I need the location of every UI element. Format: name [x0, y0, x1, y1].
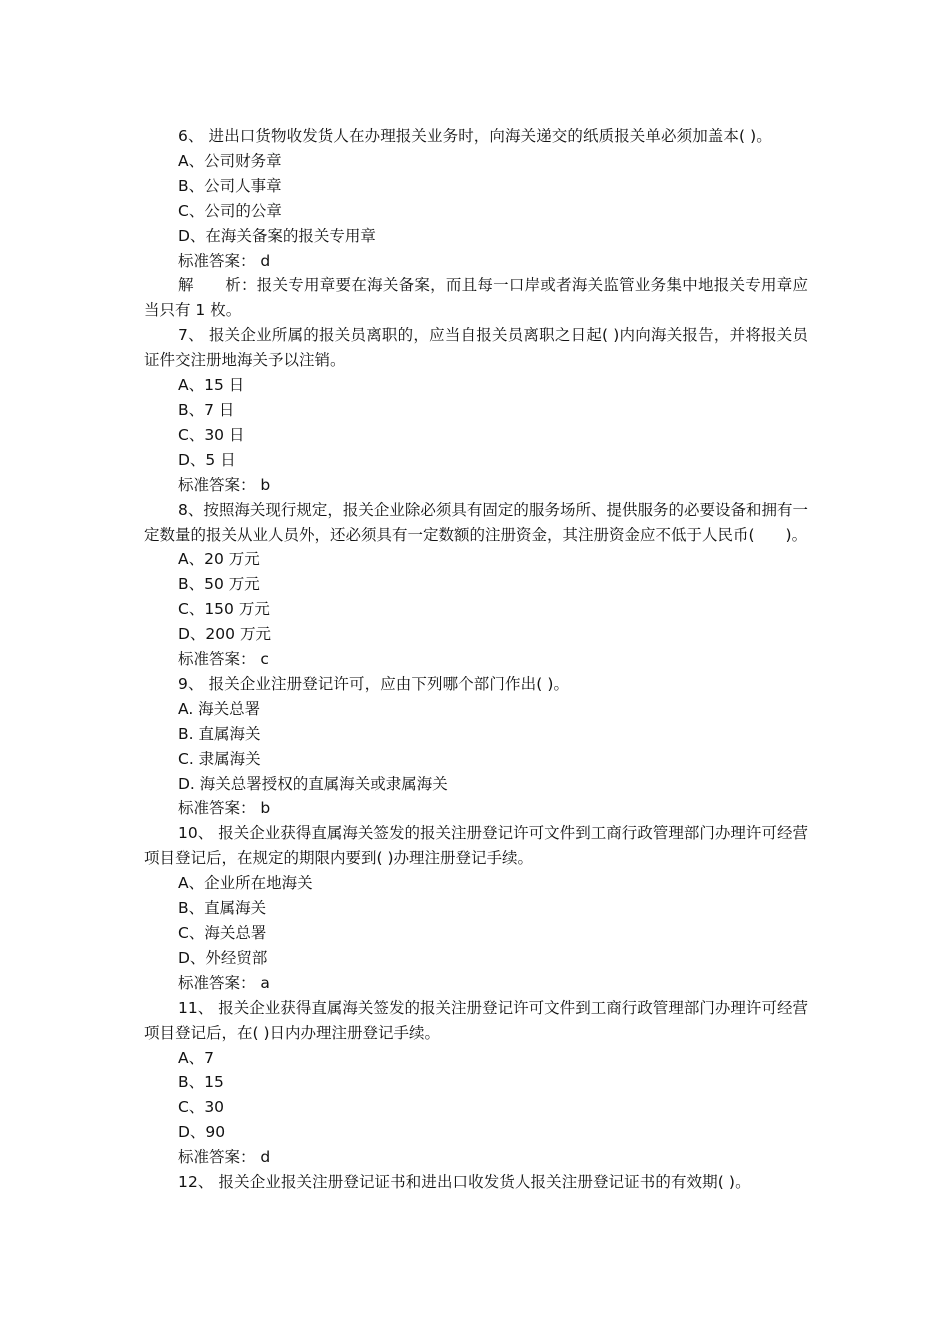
question-9-option-b: B. 直属海关 — [178, 724, 261, 743]
question-6-answer: 标准答案： d — [178, 251, 271, 270]
question-8-option-b: B、50 万元 — [178, 575, 260, 594]
question-6-option-b: B、公司人事章 — [178, 176, 282, 195]
question-8-stem: 8、按照海关现行规定，报关企业除必须具有固定的服务场所、提供服务的必要设备和拥有一定数量的报关从业人员外，还必须具有一定数额的注册资金，其注册资金应不低于人民币( )。 — [144, 500, 808, 544]
question-9-option-c: C. 隶属海关 — [178, 749, 261, 768]
question-10-option-a: A、企业所在地海关 — [178, 874, 313, 893]
question-7-option-d: D、5 日 — [178, 450, 236, 469]
question-11-option-a: A、7 — [178, 1048, 214, 1067]
question-9-answer: 标准答案： b — [178, 799, 271, 818]
question-11-stem: 11、 报关企业获得直属海关签发的报关注册登记许可文件到工商行政管理部门办理许可经营项目登记后，在( )日内办理注册登记手续。 — [144, 998, 808, 1042]
question-11-option-b: B、15 — [178, 1073, 224, 1092]
question-9-option-a: A. 海关总署 — [178, 699, 261, 718]
question-7-answer: 标准答案： b — [178, 475, 271, 494]
question-10-option-d: D、外经贸部 — [178, 948, 268, 967]
question-11-option-c: C、30 — [178, 1098, 225, 1117]
question-8-option-a: A、20 万元 — [178, 550, 260, 569]
document-body — [144, 124, 808, 1195]
question-6-option-d: D、在海关备案的报关专用章 — [178, 226, 376, 245]
question-7-option-a: A、15 日 — [178, 376, 245, 395]
question-9-option-d: D. 海关总署授权的直属海关或隶属海关 — [178, 774, 448, 793]
question-6-option-c: C、公司的公章 — [178, 201, 282, 220]
question-8-answer: 标准答案： c — [178, 650, 269, 669]
question-6-option-a: A、公司财务章 — [178, 151, 282, 170]
question-10-option-b: B、直属海关 — [178, 899, 267, 918]
question-11-answer: 标准答案： d — [178, 1148, 271, 1167]
question-10-option-c: C、海关总署 — [178, 924, 267, 942]
question-12-stem: 12、 报关企业报关注册登记证书和进出口收发货人报关注册登记证书的有效期( )。 — [178, 1173, 751, 1192]
question-10-answer: 标准答案： a — [178, 973, 270, 992]
question-6-analysis: 解 析：报关专用章要在海关备案，而且每一口岸或者海关监管业务集中地报关专用章应当只有 1 枚。 — [144, 276, 808, 320]
question-7-option-c: C、30 日 — [178, 425, 245, 444]
question-8-option-c: C、150 万元 — [178, 600, 270, 619]
question-10-stem: 10、 报关企业获得直属海关签发的报关注册登记许可文件到工商行政管理部门办理许可经营项目登记后，在规定的期限内要到( )办理注册登记手续。 — [144, 824, 808, 868]
question-11-option-d: D、90 — [178, 1123, 226, 1142]
question-7-stem: 7、 报关企业所属的报关员离职的，应当自报关员离职之日起( )内向海关报告，并将报关员证件交注册地海关予以注销。 — [144, 326, 808, 370]
question-9-stem: 9、 报关企业注册登记许可，应由下列哪个部门作出( )。 — [178, 674, 570, 693]
question-6-stem: 6、 进出口货物收发货人在办理报关业务时，向海关递交的纸质报关单必须加盖本( )。 — [178, 127, 772, 145]
question-7-option-b: B、7 日 — [178, 400, 235, 419]
question-8-option-d: D、200 万元 — [178, 625, 271, 644]
